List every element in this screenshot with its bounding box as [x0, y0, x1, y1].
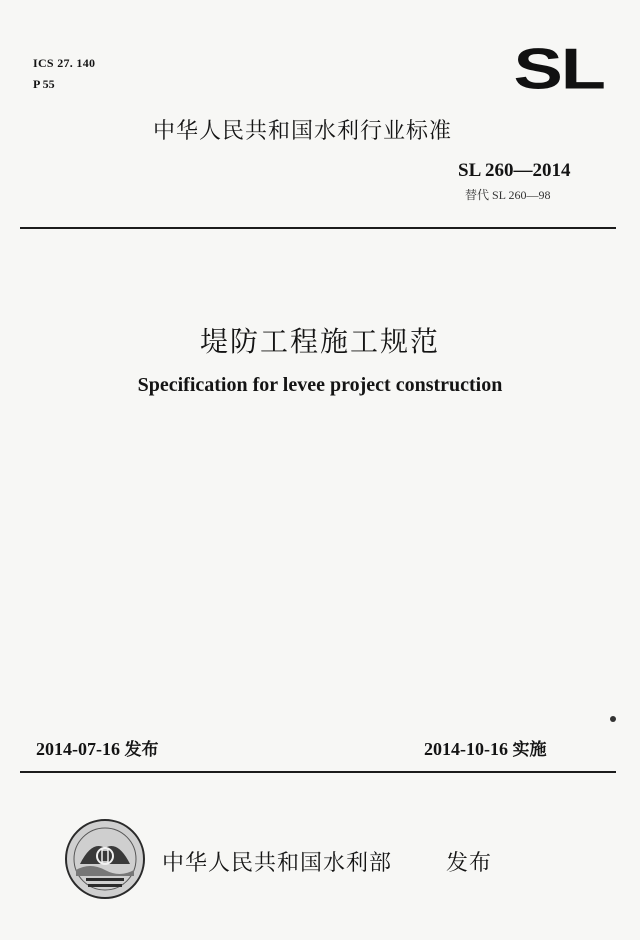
implementation-date-line	[424, 735, 547, 760]
issue-suffix: 发布	[124, 740, 159, 760]
standard-category: 中华人民共和国水利行业标准	[153, 119, 453, 144]
standard-number: SL 260—2014	[458, 160, 571, 181]
issue-date-line	[36, 735, 159, 760]
implementation-suffix: 实施	[512, 740, 547, 760]
bottom-divider	[20, 771, 616, 773]
top-divider	[20, 227, 616, 229]
ministry-seal-icon	[64, 818, 146, 905]
publisher-name: 中华人民共和国水利部	[162, 851, 393, 876]
implementation-date: 2014-10-16	[424, 739, 508, 759]
ics-code: ICS 27. 140	[33, 56, 96, 70]
sl-logo: SL	[513, 36, 604, 101]
print-speck	[610, 716, 616, 722]
publish-label: 发布	[446, 851, 493, 876]
title-chinese: 堤防工程施工规范	[199, 325, 440, 358]
issue-date: 2014-07-16	[36, 739, 120, 759]
supersedes-note: 替代 SL 260—98	[465, 188, 551, 202]
title-english: Specification for levee project construction	[137, 374, 503, 396]
classification-code: P 55	[33, 77, 55, 91]
